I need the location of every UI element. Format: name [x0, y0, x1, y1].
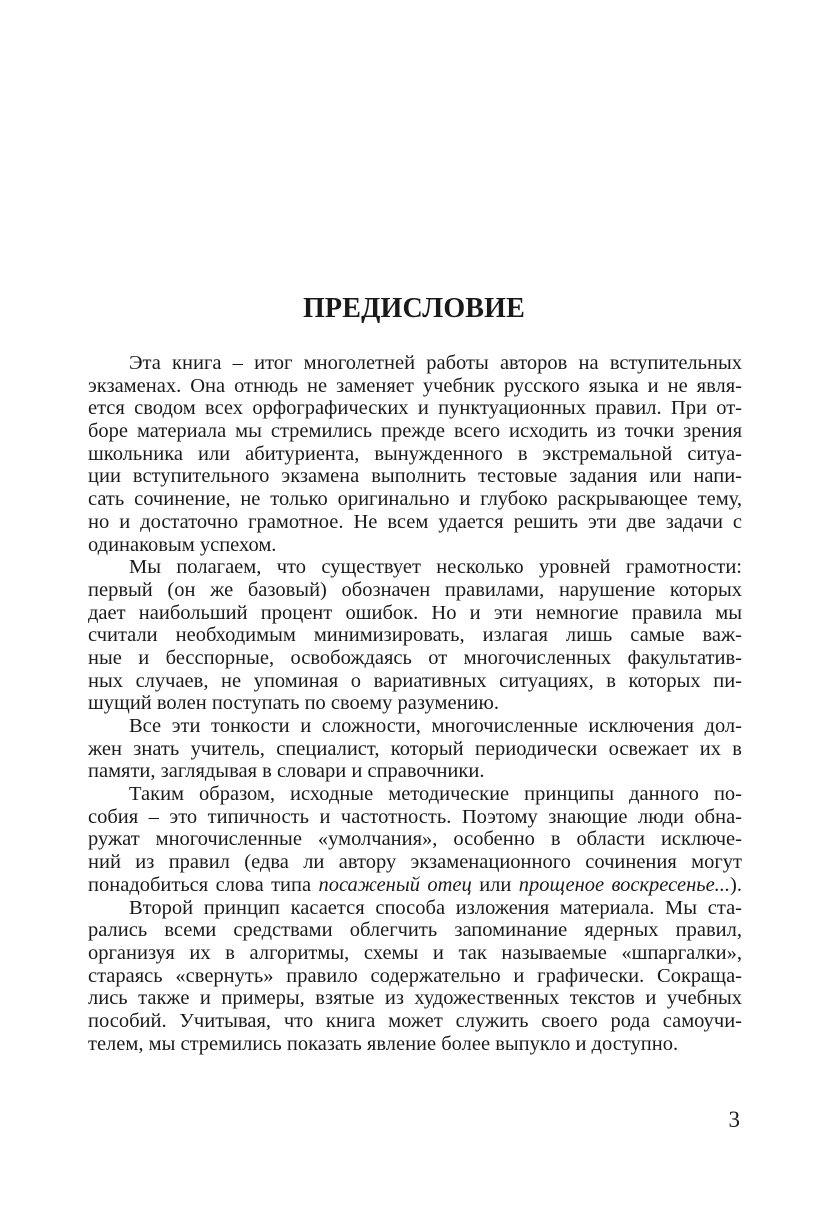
text-line: одинаковым успехом.	[88, 533, 277, 556]
text-line: шущий волен поступать по своему разумению.	[88, 692, 499, 715]
text-line: ных случаев, не упоминая о вариативных ситуациях, в которых пи-	[88, 669, 742, 692]
text-line: рались всеми средствами облегчить запоминание ядерных правил,	[88, 919, 742, 942]
text-line: Второй принцип касается способа изложения материала. Мы ста-	[129, 896, 742, 919]
text-line: Мы полагаем, что существует несколько уровней грамотности:	[129, 556, 742, 579]
text-line: ется сводом всех орфографических и пунктуационных правил. При от-	[88, 397, 742, 420]
text-line: дает наибольший процент ошибок. Но и эти немногие правила мы	[88, 601, 742, 624]
text-line: лись также и примеры, взятые из художественных текстов и учебных	[88, 987, 742, 1010]
text-fragment: или	[471, 873, 519, 896]
text-line: сать сочинение, не только оригинально и глубоко раскрывающее тему,	[88, 488, 742, 511]
text-line: боре материала мы стремились прежде всего исходить из точки зрения	[88, 420, 742, 443]
italic-phrase: прощеное воскресенье...	[518, 873, 731, 896]
text-line: ружат многочисленные «умолчания», особенно в области исключе-	[88, 828, 742, 851]
text-line: считали необходимым минимизировать, излагая лишь самые важ-	[88, 624, 742, 647]
text-line: памяти, заглядывая в словари и справочники.	[88, 760, 485, 783]
text-line: Эта книга – итог многолетней работы авторов на вступительных	[129, 352, 742, 374]
text-line: Таким образом, исходные методические принципы данного по-	[129, 783, 742, 806]
text-line: телем, мы стремились показать явление более выпукло и доступно.	[88, 1032, 679, 1055]
text-line-with-italics	[88, 874, 742, 897]
text-line: пособий. Учитывая, что книга может служить своего рода самоучи-	[88, 1009, 742, 1032]
text-line: но и достаточно грамотное. Не всем удается решить эти две задачи с	[88, 510, 742, 533]
text-line: жен знать учитель, специалист, который периодически освежает их в	[88, 737, 742, 760]
text-fragment: понадобиться слова типа	[88, 873, 319, 896]
text-fragment: ).	[730, 873, 742, 896]
text-line: ные и бесспорные, освобождаясь от многочисленных факультатив-	[88, 646, 742, 669]
body-text	[88, 352, 742, 1055]
italic-phrase: посаженый отец	[318, 873, 472, 896]
text-line: первый (он же базовый) обозначен правилами, нарушение которых	[88, 578, 742, 601]
text-line: организуя их в алгоритмы, схемы и так называемые «шпаргалки»,	[88, 941, 742, 964]
text-line: ний из правил (едва ли автору экзаменационного сочинения могут	[88, 851, 742, 874]
text-line: школьника или абитуриента, вынужденного в экстремальной ситуа-	[88, 442, 742, 465]
text-line: ции вступительного экзамена выполнить тестовые задания или напи-	[88, 465, 742, 488]
page-number: 3	[728, 1107, 740, 1132]
text-line: Все эти тонкости и сложности, многочисленные исключения дол-	[129, 715, 742, 737]
text-line: экзаменах. Она отнюдь не заменяет учебник русского языка и не явля-	[88, 374, 742, 397]
text-line: стараясь «свернуть» правило содержательно и графически. Сокраща-	[88, 964, 742, 987]
page-title: ПРЕДИСЛОВИЕ	[302, 293, 526, 324]
text-line: собия – это типичность и частотность. Поэтому знающие люди обна-	[88, 805, 742, 828]
